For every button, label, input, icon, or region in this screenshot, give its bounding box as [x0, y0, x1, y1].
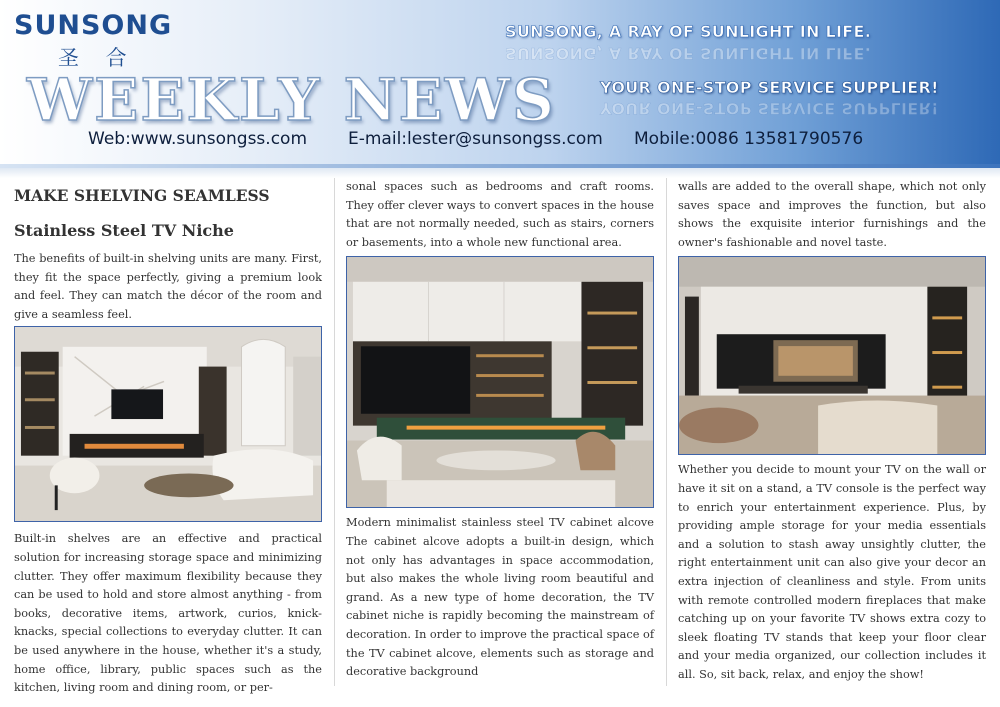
article-paragraph: walls are added to the overall shape, which not only saves space and improves the function, but also shows the exquisite interior furnishings and the owner's fashionable and novel taste.	[678, 180, 986, 249]
article-paragraph: Modern minimalist stainless steel TV cabinet alcove The cabinet alcove adopts a built-in design, which not only has advantages in space accommodation, but also makes the whole living room beautiful and grand. As a new type of home decoration, the TV cabinet niche is rapidly becoming the mainstream of decoration. In order to improve the practical space of the TV cabinet alcove, elements such as storage and decorative background	[346, 516, 654, 679]
contact-web: Web:www.sunsongss.com	[88, 129, 307, 149]
slogan-secondary: YOUR ONE-STOP SERVICE SUPPLIER!	[600, 78, 939, 97]
article-paragraph: Whether you decide to mount your TV on the wall or have it sit on a stand, a TV console is the perfect way to enrich your entertainment experience. Plus, by providing ample storage for your media essentials and a solution to stash away unsightly clutter, the right entertainment unit can also give your decor an extra injection of cleanliness and style. From units with remote controlled modern fireplaces that make catching up on your favorite TV shows extra cozy to sleek floating TV stands that keep your floor clear and your media organized, our collection includes it all. So, sit back, relax, and enjoy the show!	[678, 463, 986, 681]
column-divider	[334, 178, 335, 686]
brand-logo: SUNSONG	[14, 10, 173, 41]
article-paragraph: Built-in shelves are an effective and practical solution for increasing storage space and minimizing clutter. They offer maximum flexibility because they can be used to hold and store almost anything - from books, decorative items, artwork, curios, knick-knacks, special collections to everyday clutter. It can be used anywhere in the house, whether it's a study, home office, library, public spaces such as the kitchen, living room and dining room, or per-	[14, 532, 322, 695]
contact-mobile: Mobile:0086 13581790576	[634, 129, 864, 149]
living-room-photo	[14, 326, 322, 522]
contact-email: E-mail:lester@sunsongss.com	[348, 129, 603, 149]
header-shadow	[0, 168, 1000, 178]
article-paragraph: sonal spaces such as bedrooms and craft rooms. They offer clever ways to convert spaces in the house that are not normally needed, such as stairs, corners or basements, into a whole new functional area.	[346, 180, 654, 249]
article-subheading: Stainless Steel TV Niche	[14, 221, 234, 240]
slogan-primary: SUNSONG, A RAY OF SUNLIGHT IN LIFE.	[505, 22, 872, 41]
article-column-1	[14, 178, 322, 695]
brand-logo-chinese: 圣 合	[58, 46, 137, 70]
masthead-banner	[0, 0, 1000, 165]
article-column-3	[678, 178, 986, 683]
tv-cabinet-photo	[346, 256, 654, 508]
media-wall-photo	[678, 256, 986, 455]
article-heading: MAKE SHELVING SEAMLESS	[14, 186, 270, 205]
article-column-2	[346, 178, 654, 683]
column-divider	[666, 178, 667, 686]
slogan-primary-reflection: SUNSONG, A RAY OF SUNLIGHT IN LIFE.	[505, 44, 872, 63]
slogan-secondary-reflection: YOUR ONE-STOP SERVICE SUPPLIER!	[600, 99, 939, 118]
masthead-title: WEEKLY NEWS	[27, 66, 556, 134]
article-paragraph: The benefits of built-in shelving units are many. First, they fit the space perfectly, giving a premium look and feel. They can match the décor of the room and give a seamless feel.	[14, 252, 322, 321]
